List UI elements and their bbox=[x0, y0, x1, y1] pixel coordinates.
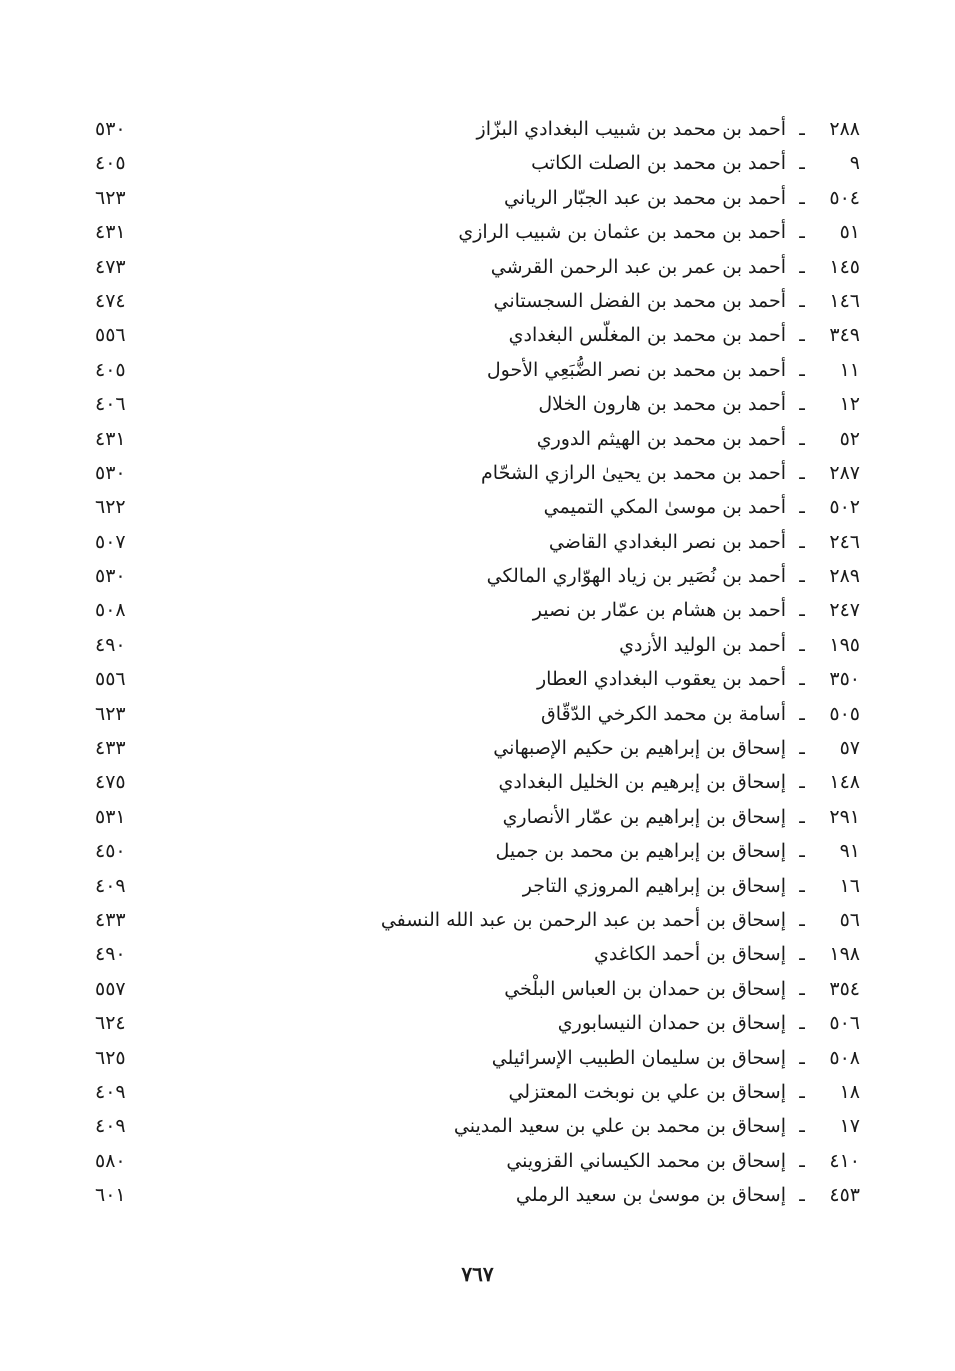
entry-number: ١٤٥ bbox=[829, 255, 860, 278]
entry-page-ref: ٥٠٨ bbox=[95, 599, 126, 622]
entry-separator: ـ bbox=[799, 977, 805, 1000]
index-entry bbox=[60, 250, 860, 284]
entry-name: إسحاق بن حمدان النيسابوري bbox=[557, 1012, 786, 1035]
entry-number: ٣٥٠ bbox=[829, 668, 860, 691]
entry-page-ref: ٥٣١ bbox=[95, 805, 126, 828]
entry-page-ref: ٦٠١ bbox=[95, 1184, 126, 1207]
entry-separator: ـ bbox=[799, 358, 805, 381]
entry-number: ٢٤٧ bbox=[829, 599, 860, 622]
entry-name: أحمد بن محمد بن عثمان بن شبيب الرازي bbox=[458, 221, 786, 244]
entry-name: إسحاق بن إبراهيم بن عمّار الأنصاري bbox=[502, 805, 786, 828]
entry-name: إسحاق بن علي بن نوبخت المعتزلي bbox=[508, 1080, 786, 1103]
entry-name: أحمد بن نُصَير بن زياد الهوّاري المالكي bbox=[486, 565, 786, 588]
entry-page-ref: ٦٢٥ bbox=[95, 1046, 126, 1069]
entry-page-ref: ٥٣٠ bbox=[95, 118, 126, 140]
entry-page-ref: ٤٣٣ bbox=[95, 737, 126, 760]
index-entry bbox=[60, 628, 860, 662]
entry-separator: ـ bbox=[799, 221, 805, 244]
entry-number: ٩١ bbox=[839, 840, 860, 863]
index-entry bbox=[60, 215, 860, 249]
index-entry bbox=[60, 1109, 860, 1143]
entry-separator: ـ bbox=[799, 668, 805, 691]
entry-number: ٥٦ bbox=[839, 908, 860, 931]
entry-page-ref: ٤٣١ bbox=[95, 221, 126, 244]
entry-name: أحمد بن هشام بن عمّار بن نصير bbox=[532, 599, 786, 622]
entry-number: ٥٧ bbox=[839, 737, 860, 760]
entry-number: ٢٨٩ bbox=[829, 565, 860, 588]
entry-name: أحمد بن الوليد الأزدي bbox=[619, 633, 786, 656]
index-entry bbox=[60, 559, 860, 593]
entry-number: ٥٠٢ bbox=[829, 496, 860, 519]
entry-name: أحمد بن محمد بن شبيب البغدادي البزّاز bbox=[476, 118, 786, 140]
entry-separator: ـ bbox=[799, 1046, 805, 1069]
entry-number: ١٨ bbox=[839, 1080, 860, 1103]
index-entry bbox=[60, 387, 860, 421]
entry-separator: ـ bbox=[799, 152, 805, 175]
entry-name: إسحاق بن حمدان بن العباس البلْخي bbox=[504, 977, 786, 1000]
index-entry bbox=[60, 456, 860, 490]
entry-page-ref: ٥٣٠ bbox=[95, 461, 126, 484]
index-entry bbox=[60, 1144, 860, 1178]
entry-name: إسحاق بن إبرهيم بن الخليل البغدادي bbox=[498, 771, 786, 794]
index-entry bbox=[60, 731, 860, 765]
entry-separator: ـ bbox=[799, 1080, 805, 1103]
entry-number: ٥٠٨ bbox=[829, 1046, 860, 1069]
entry-separator: ـ bbox=[799, 1012, 805, 1035]
entry-page-ref: ٦٢٣ bbox=[95, 186, 126, 209]
entry-number: ٥٠٦ bbox=[829, 1012, 860, 1035]
entry-number: ٥٠٤ bbox=[829, 186, 860, 209]
entry-name: أحمد بن محمد بن نصر الضُّبَعِي الأحول bbox=[486, 358, 786, 381]
entry-separator: ـ bbox=[799, 840, 805, 863]
index-list bbox=[60, 112, 860, 1213]
entry-name: إسحاق بن محمد الكيساني القزويني bbox=[506, 1149, 786, 1172]
entry-number: ١٤٦ bbox=[829, 289, 860, 312]
entry-separator: ـ bbox=[799, 289, 805, 312]
entry-separator: ـ bbox=[799, 633, 805, 656]
entry-page-ref: ٤٠٩ bbox=[95, 1115, 126, 1138]
entry-name: أحمد بن محمد بن المغلّس البغدادي bbox=[508, 324, 786, 347]
entry-number: ٢٨٧ bbox=[829, 461, 860, 484]
entry-number: ٥٠٥ bbox=[829, 702, 860, 725]
entry-separator: ـ bbox=[799, 908, 805, 931]
entry-number: ٥١ bbox=[839, 221, 860, 244]
entry-separator: ـ bbox=[799, 427, 805, 450]
entry-page-ref: ٤٣٣ bbox=[95, 908, 126, 931]
entry-name: إسحاق بن إبراهيم بن حكيم الإصبهاني bbox=[493, 737, 786, 760]
index-entry bbox=[60, 181, 860, 215]
index-entry bbox=[60, 1041, 860, 1075]
entry-page-ref: ٥٥٦ bbox=[95, 668, 126, 691]
entry-page-ref: ٤٠٦ bbox=[95, 393, 126, 416]
entry-page-ref: ٤٧٥ bbox=[95, 771, 126, 794]
entry-number: ٥٢ bbox=[839, 427, 860, 450]
entry-number: ١٧ bbox=[839, 1115, 860, 1138]
index-entry bbox=[60, 1075, 860, 1109]
entry-number: ٢٨٨ bbox=[829, 118, 860, 140]
entry-name: أحمد بن عمر بن عبد الرحمن القرشي bbox=[490, 255, 786, 278]
entry-separator: ـ bbox=[799, 771, 805, 794]
entry-number: ٩ bbox=[849, 152, 860, 175]
entry-name: أحمد بن محمد بن هارون الخلال bbox=[538, 393, 786, 416]
index-entry bbox=[60, 662, 860, 696]
entry-number: ٤١٠ bbox=[829, 1149, 860, 1172]
index-entry bbox=[60, 697, 860, 731]
entry-page-ref: ٤٧٣ bbox=[95, 255, 126, 278]
entry-name: أحمد بن محمد بن عبد الجبّار الرياني bbox=[504, 186, 786, 209]
entry-separator: ـ bbox=[799, 737, 805, 760]
entry-number: ٢٩١ bbox=[829, 805, 860, 828]
entry-name: إسحاق بن إبراهيم المروزي التاجر bbox=[522, 874, 786, 897]
index-entry bbox=[60, 972, 860, 1006]
entry-separator: ـ bbox=[799, 530, 805, 553]
entry-separator: ـ bbox=[799, 496, 805, 519]
index-entry bbox=[60, 422, 860, 456]
entry-separator: ـ bbox=[799, 874, 805, 897]
entry-separator: ـ bbox=[799, 565, 805, 588]
entry-name: أحمد بن محمد بن الهيثم الدوري bbox=[536, 427, 786, 450]
entry-name: إسحاق بن إبراهيم بن محمد بن جميل bbox=[495, 840, 786, 863]
entry-separator: ـ bbox=[799, 599, 805, 622]
index-entry bbox=[60, 284, 860, 318]
index-entry bbox=[60, 834, 860, 868]
entry-page-ref: ٦٢٢ bbox=[95, 496, 126, 519]
entry-separator: ـ bbox=[799, 702, 805, 725]
entry-number: ٢٤٦ bbox=[829, 530, 860, 553]
entry-name: أحمد بن محمد بن الصلت الكاتب bbox=[531, 152, 786, 175]
entry-number: ١٩٥ bbox=[829, 633, 860, 656]
entry-number: ١٦ bbox=[839, 874, 860, 897]
entry-page-ref: ٤٠٥ bbox=[95, 152, 126, 175]
entry-separator: ـ bbox=[799, 943, 805, 966]
entry-page-ref: ٤٠٩ bbox=[95, 874, 126, 897]
index-entry bbox=[60, 937, 860, 971]
entry-page-ref: ٤٩٠ bbox=[95, 633, 126, 656]
entry-separator: ـ bbox=[799, 461, 805, 484]
entry-separator: ـ bbox=[799, 255, 805, 278]
entry-name: أحمد بن محمد بن يحيىٰ الرازي الشحّام bbox=[481, 461, 786, 484]
entry-page-ref: ٤٣١ bbox=[95, 427, 126, 450]
entry-page-ref: ٤٥٠ bbox=[95, 840, 126, 863]
entry-name: إسحاق بن سليمان الطبيب الإسرائيلي bbox=[491, 1046, 786, 1069]
index-entry bbox=[60, 490, 860, 524]
index-entry bbox=[60, 525, 860, 559]
entry-page-ref: ٤٠٩ bbox=[95, 1080, 126, 1103]
entry-page-ref: ٥٥٧ bbox=[95, 977, 126, 1000]
index-entry bbox=[60, 318, 860, 352]
index-entry bbox=[60, 765, 860, 799]
entry-name: أحمد بن نصر البغدادي القاضي bbox=[548, 530, 786, 553]
entry-number: ١٢ bbox=[839, 393, 860, 416]
index-entry bbox=[60, 1006, 860, 1040]
entry-number: ٣٤٩ bbox=[829, 324, 860, 347]
entry-name: أسامة بن محمد الكرخي الدّقّاق bbox=[541, 702, 786, 725]
entry-separator: ـ bbox=[799, 186, 805, 209]
entry-number: ٣٥٤ bbox=[829, 977, 860, 1000]
entry-page-ref: ٤٧٤ bbox=[95, 289, 126, 312]
entry-page-ref: ٤٠٥ bbox=[95, 358, 126, 381]
entry-name: إسحاق بن أحمد الكاغدي bbox=[594, 943, 786, 966]
entry-name: إسحاق بن موسىٰ بن سعيد الرملي bbox=[515, 1184, 786, 1207]
index-entry bbox=[60, 112, 860, 146]
index-entry bbox=[60, 1178, 860, 1212]
entry-separator: ـ bbox=[799, 393, 805, 416]
entry-page-ref: ٥٠٧ bbox=[95, 530, 126, 553]
entry-page-ref: ٦٢٤ bbox=[95, 1012, 126, 1035]
entry-page-ref: ٥٨٠ bbox=[95, 1149, 126, 1172]
entry-number: ١٩٨ bbox=[829, 943, 860, 966]
index-entry bbox=[60, 353, 860, 387]
entry-page-ref: ٦٢٣ bbox=[95, 702, 126, 725]
entry-name: إسحاق بن أحمد بن عبد الرحمن بن عبد الله النسفي bbox=[380, 908, 786, 931]
entry-separator: ـ bbox=[799, 118, 805, 140]
entry-separator: ـ bbox=[799, 1149, 805, 1172]
entry-page-ref: ٥٣٠ bbox=[95, 565, 126, 588]
index-entry bbox=[60, 593, 860, 627]
entry-name: أحمد بن يعقوب البغدادي العطار bbox=[537, 668, 786, 691]
index-entry bbox=[60, 869, 860, 903]
entry-name: أحمد بن موسىٰ المكي التميمي bbox=[543, 496, 786, 519]
entry-name: أحمد بن محمد بن الفضل السجستاني bbox=[493, 289, 786, 312]
entry-number: ٤٥٣ bbox=[829, 1184, 860, 1207]
entry-separator: ـ bbox=[799, 324, 805, 347]
index-entry bbox=[60, 903, 860, 937]
entry-separator: ـ bbox=[799, 1184, 805, 1207]
index-entry bbox=[60, 146, 860, 180]
entry-separator: ـ bbox=[799, 1115, 805, 1138]
entry-name: إسحاق بن محمد بن علي بن سعيد المديني bbox=[453, 1115, 786, 1138]
entry-separator: ـ bbox=[799, 805, 805, 828]
entry-number: ١١ bbox=[839, 358, 860, 381]
entry-page-ref: ٤٩٠ bbox=[95, 943, 126, 966]
index-entry bbox=[60, 800, 860, 834]
entry-page-ref: ٥٥٦ bbox=[95, 324, 126, 347]
entry-number: ١٤٨ bbox=[829, 771, 860, 794]
page-number: ٧٦٧ bbox=[461, 1262, 494, 1286]
